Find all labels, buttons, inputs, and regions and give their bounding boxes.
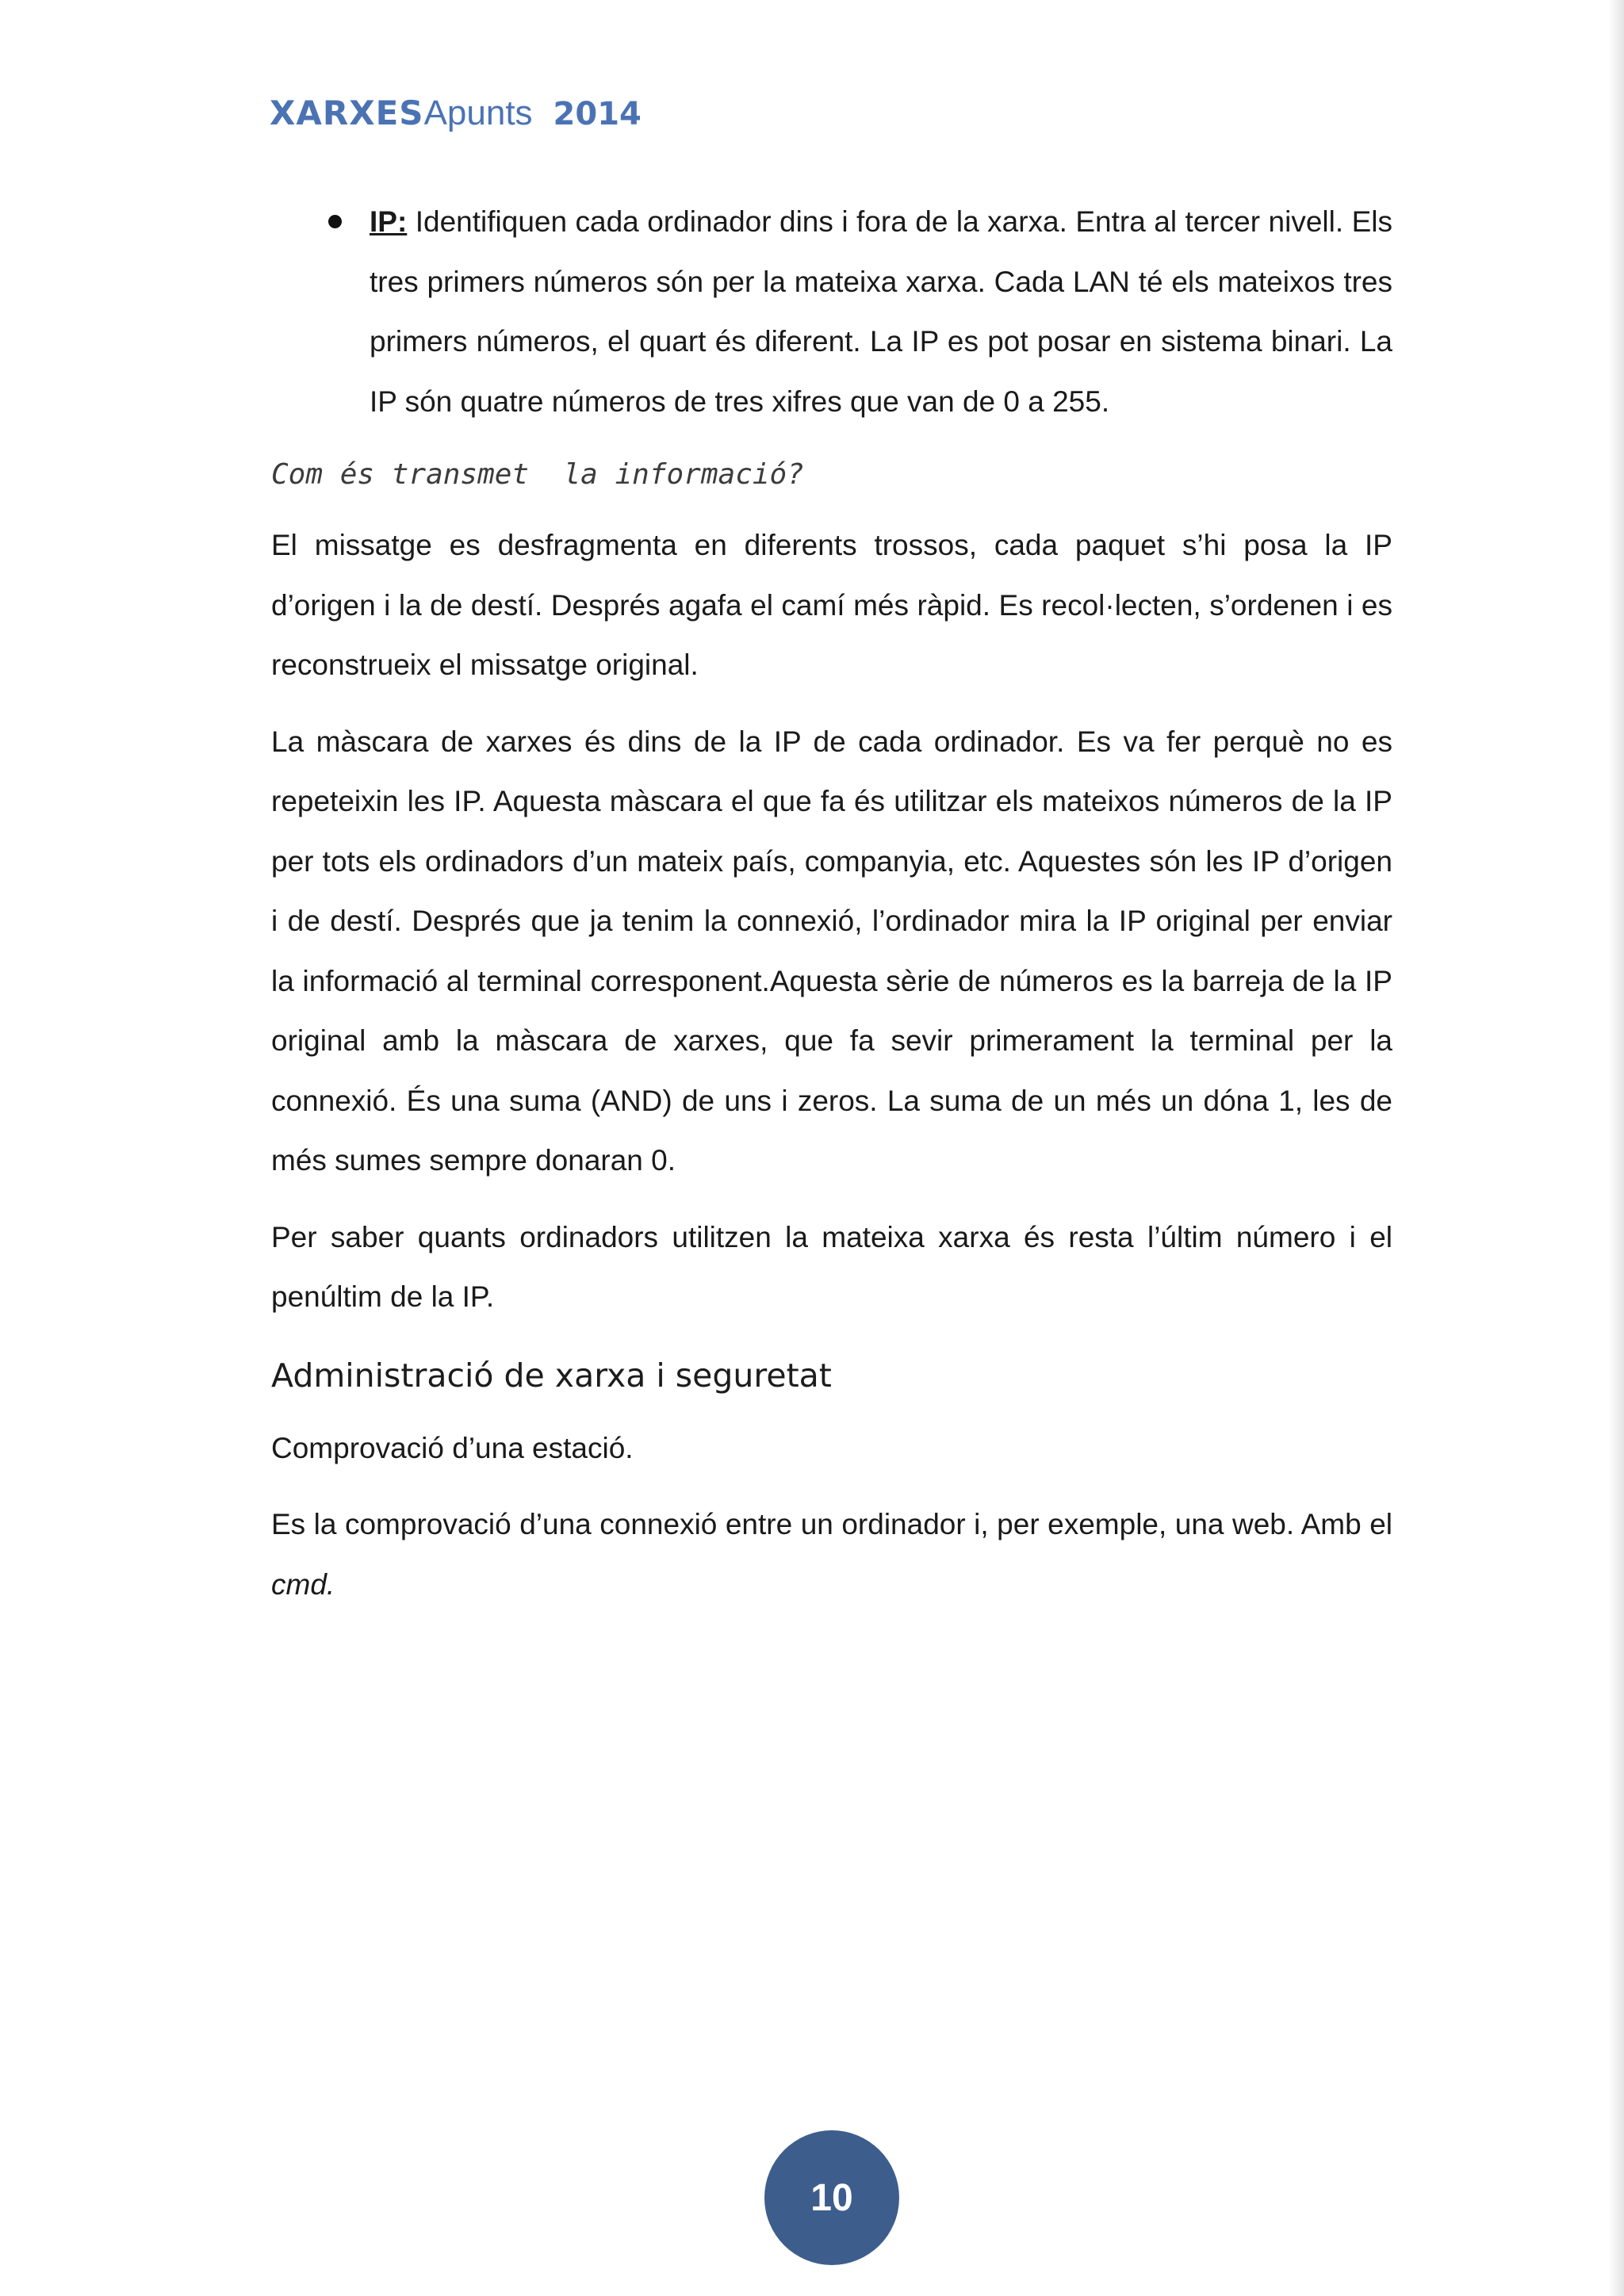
section-heading: Administració de xarxa i seguretat (271, 1356, 832, 1395)
document-header (270, 94, 642, 149)
bullet-item-ip (271, 192, 1392, 431)
subheading: Com és transmet la informació? (271, 458, 804, 491)
cmd-text: cmd. (271, 1567, 335, 1601)
header-brand-strong: XARXES (270, 94, 424, 132)
page-number: 10 (810, 2176, 853, 2219)
section-paragraph-2-text: Es la comprovació d’una connexió entre un ordinador i, per exemple, una web. Amb el (271, 1508, 1392, 1540)
paragraph-2: La màscara de xarxes és dins de la IP de cada ordinador. Es va fer perquè no es repeteixin les IP. Aquesta màscara el que fa és utilitzar els mateixos números de la IP per tots els ordinadors d’un mateix país, companyia, etc. Aquestes són les IP d’origen i de destí. Després que ja tenim la connexió, l’ordinador mira la IP original per enviar la informació al terminal corresponent.Aquesta sèrie de números es la barreja de la IP original amb la màscara de xarxes, que fa sevir primerament la terminal per la connexió. És una suma (AND) de uns i zeros. La suma de un més un dóna 1, les de més sumes sempre donaran 0. (271, 725, 1392, 1177)
header-brand-light: Apunts (423, 94, 533, 132)
page-number-badge (764, 2130, 899, 2265)
section-paragraph-2 (271, 1494, 1392, 1614)
bullet-text: Identifiquen cada ordinador dins i fora de la xarxa. Entra al tercer nivell. Els tres primers números són per la mateixa xarxa. Cada LAN té els mateixos tres primers números, el quart és diferent. La IP es pot posar en sistema binari. La IP són quatre números de tres xifres que van de 0 a 255. (370, 205, 1392, 418)
page-edge-shadow (1608, 0, 1624, 2296)
section-paragraph-1: Comprovació d’una estació. (271, 1431, 634, 1464)
page-content (271, 192, 1392, 1631)
bullet-label: IP: (370, 205, 408, 238)
paragraph-3: Per saber quants ordinadors utilitzen la mateixa xarxa és resta l’últim número i el penúltim de la IP. (271, 1220, 1392, 1313)
bullet-dot-icon (328, 215, 342, 228)
header-year: 2014 (553, 96, 642, 132)
paragraph-1: El missatge es desfragmenta en diferents trossos, cada paquet s’hi posa la IP d’origen i la de destí. Després agafa el camí més ràpid. Es recol·lecten, s’ordenen i es reconstrueix el missatge original. (271, 529, 1392, 681)
